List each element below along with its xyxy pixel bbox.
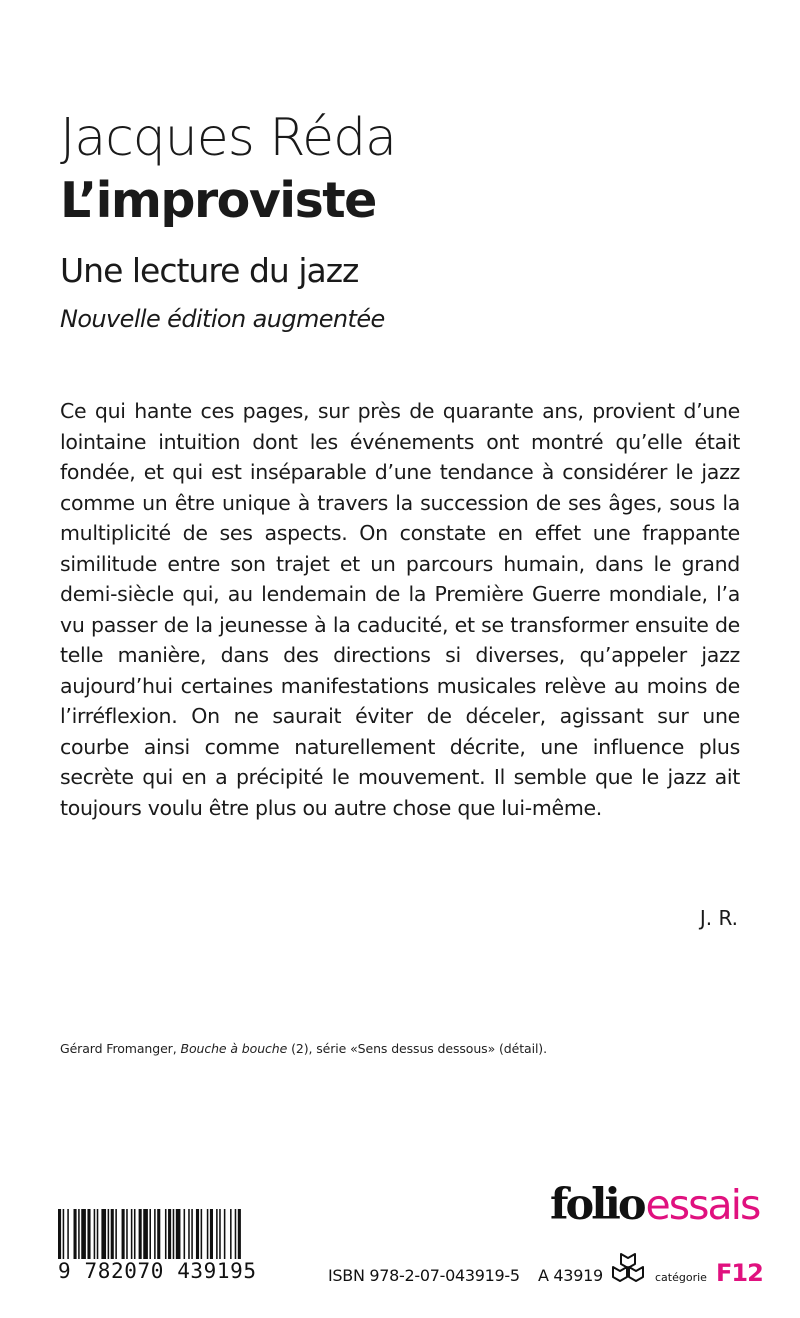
category-value: F12: [716, 1259, 763, 1287]
category-label: catégorie: [655, 1271, 707, 1284]
cover-art-credit: [60, 1041, 547, 1056]
publisher-logo: [550, 1180, 759, 1232]
book-title: L’improviste: [60, 172, 376, 229]
book-pages-icon: [609, 1251, 647, 1287]
blurb-text: Ce qui hante ces pages, sur près de quarante ans, provient d’une lointaine intuition dont les événements ont montré qu’elle était fondée, et qui est inséparable d’une tendance à considérer le jazz comme un être unique à travers la succession de ses âges, sous la multiplicité de ses aspects. On constate en effet une frappante similitude entre son trajet et un parcours humain, dans le grand demi-siècle qui, au lendemain de la Première Guerre mondiale, l’a vu passer de la jeunesse à la caducité, et se transformer ensuite de telle manière, dans des directions si diverses, qu’appeler jazz aujourd’hui certaines manifestations musicales relève au moins de l’irréflexion. On ne saurait éviter de déceler, agissant sur une courbe ainsi comme naturellement décrite, une influence plus secrète qui en a précipité le mouvement. Il semble que le jazz ait toujours voulu être plus ou autre chose que lui-même.: [60, 399, 740, 820]
logo-essais-text: essais: [645, 1181, 760, 1229]
credit-artist: Gérard Fromanger,: [60, 1041, 177, 1056]
isbn-number: ISBN 978-2-07-043919-5: [328, 1266, 520, 1285]
author-name: Jacques Réda: [60, 108, 397, 168]
credit-work-title: Bouche à bouche: [180, 1041, 288, 1056]
barcode-digits: 9 782070 439195: [58, 1259, 257, 1283]
logo-folio-text: folio: [550, 1180, 644, 1230]
catalog-code: A 43919: [538, 1266, 603, 1285]
credit-details: (2), série «Sens dessus dessous» (détail).: [291, 1041, 547, 1056]
book-subtitle: Une lecture du jazz: [60, 251, 359, 290]
blurb-signature: J. R.: [699, 906, 738, 930]
edition-note: Nouvelle édition augmentée: [60, 305, 385, 333]
